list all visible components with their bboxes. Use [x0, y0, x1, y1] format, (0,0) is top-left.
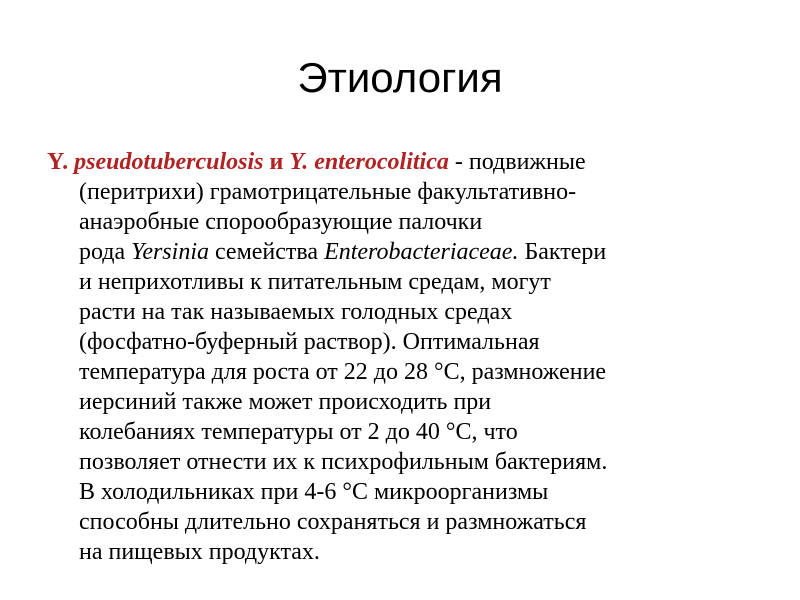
text-line-14: на пищевых продуктах. [79, 539, 320, 565]
text-line-11: позволяет отнести их к психрофильным бактериям. [79, 449, 608, 475]
text-line-3: анаэробные спорообразующие палочки [79, 209, 483, 235]
text-line-5: и неприхотливы к питательным средам, могут [79, 269, 551, 295]
genus-abbreviation-2: Y. [289, 149, 309, 175]
species-name-2: enterocolitica [314, 149, 449, 175]
genus-name: Yersinia [131, 239, 209, 265]
slide-title: Этиология [297, 54, 503, 101]
line-4-suffix: Бактери [518, 239, 607, 265]
text-line-13: способны длительно сохраняться и размножаться [79, 509, 587, 535]
conjunction: и [269, 149, 284, 175]
genus-abbreviation-1: Y. [47, 149, 69, 175]
line-4-mid: семейства [208, 239, 325, 265]
text-line-9: иерсиний также может происходить при [79, 389, 492, 415]
text-line-8: температура для роста от 22 до 28 °С, размножение [79, 359, 607, 385]
species-name-1: pseudotuberculosis [74, 149, 264, 175]
text-line-12: В холодильниках при 4-6 °С микроорганизмы [79, 479, 549, 505]
family-name: Enterobacteriaceae. [324, 239, 519, 265]
text-line-1 [47, 147, 767, 177]
line-4-prefix: рода [79, 239, 132, 265]
text-line-6: расти на так называемых голодных средах [79, 299, 513, 325]
text-line-2: (перитрихи) грамотрицательные факультативно- [79, 179, 577, 205]
line-1-rest: - подвижные [448, 149, 586, 175]
text-line-4 [47, 237, 767, 267]
text-line-7: (фосфатно-буферный раствор). Оптимальная [79, 329, 540, 355]
slide-body-text [47, 147, 767, 567]
text-line-10: колебаниях температуры от 2 до 40 °С, что [79, 419, 518, 445]
